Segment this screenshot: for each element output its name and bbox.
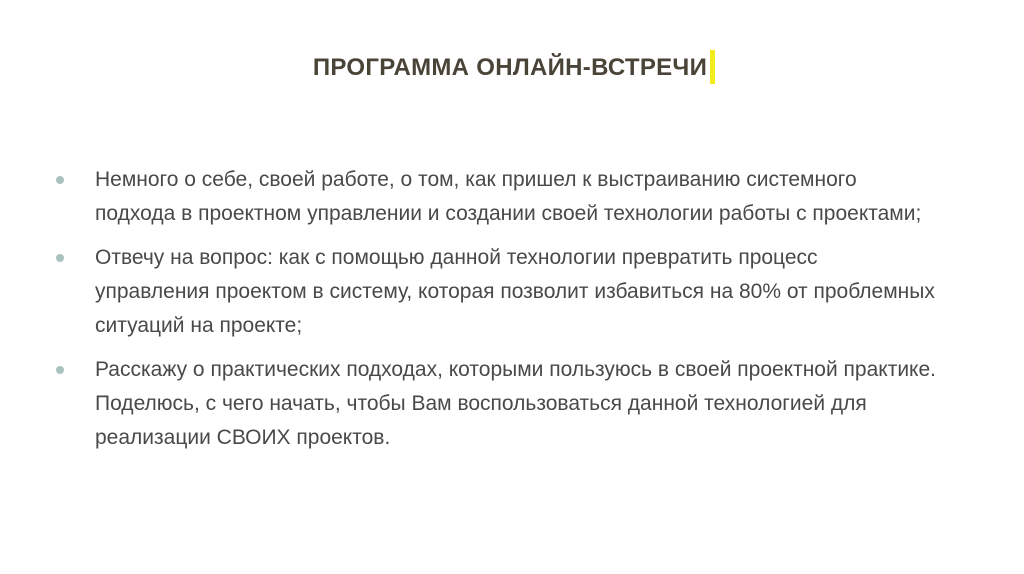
bullet-dot-icon <box>56 176 64 184</box>
bullet-text: Немного о себе, своей работе, о том, как пришел к выстраиванию системного подхода в проектном управлении и создании своей технологии работы с проектами; <box>95 168 922 225</box>
bullet-item <box>56 163 936 231</box>
bullet-list <box>56 163 936 465</box>
slide-title <box>313 54 711 82</box>
bullet-item <box>56 353 936 455</box>
slide-title-text: ПРОГРАММА ОНЛАЙН-ВСТРЕЧИ <box>312 54 708 81</box>
bullet-text: Расскажу о практических подходах, которыми пользуюсь в своей проектной практике. Поделюсь, с чего начать, чтобы Вам воспользоваться данной технологией для реализации СВОИХ проектов. <box>95 358 936 449</box>
bullet-dot-icon <box>56 254 64 262</box>
bullet-text: Отвечу на вопрос: как с помощью данной технологии превратить процесс управления проектом в систему, которая позволит избавиться на 80% от проблемных ситуаций на проекте; <box>95 246 935 337</box>
text-cursor <box>710 50 715 84</box>
title-container <box>0 54 1024 82</box>
bullet-dot-icon <box>56 366 64 374</box>
bullet-item <box>56 241 936 343</box>
